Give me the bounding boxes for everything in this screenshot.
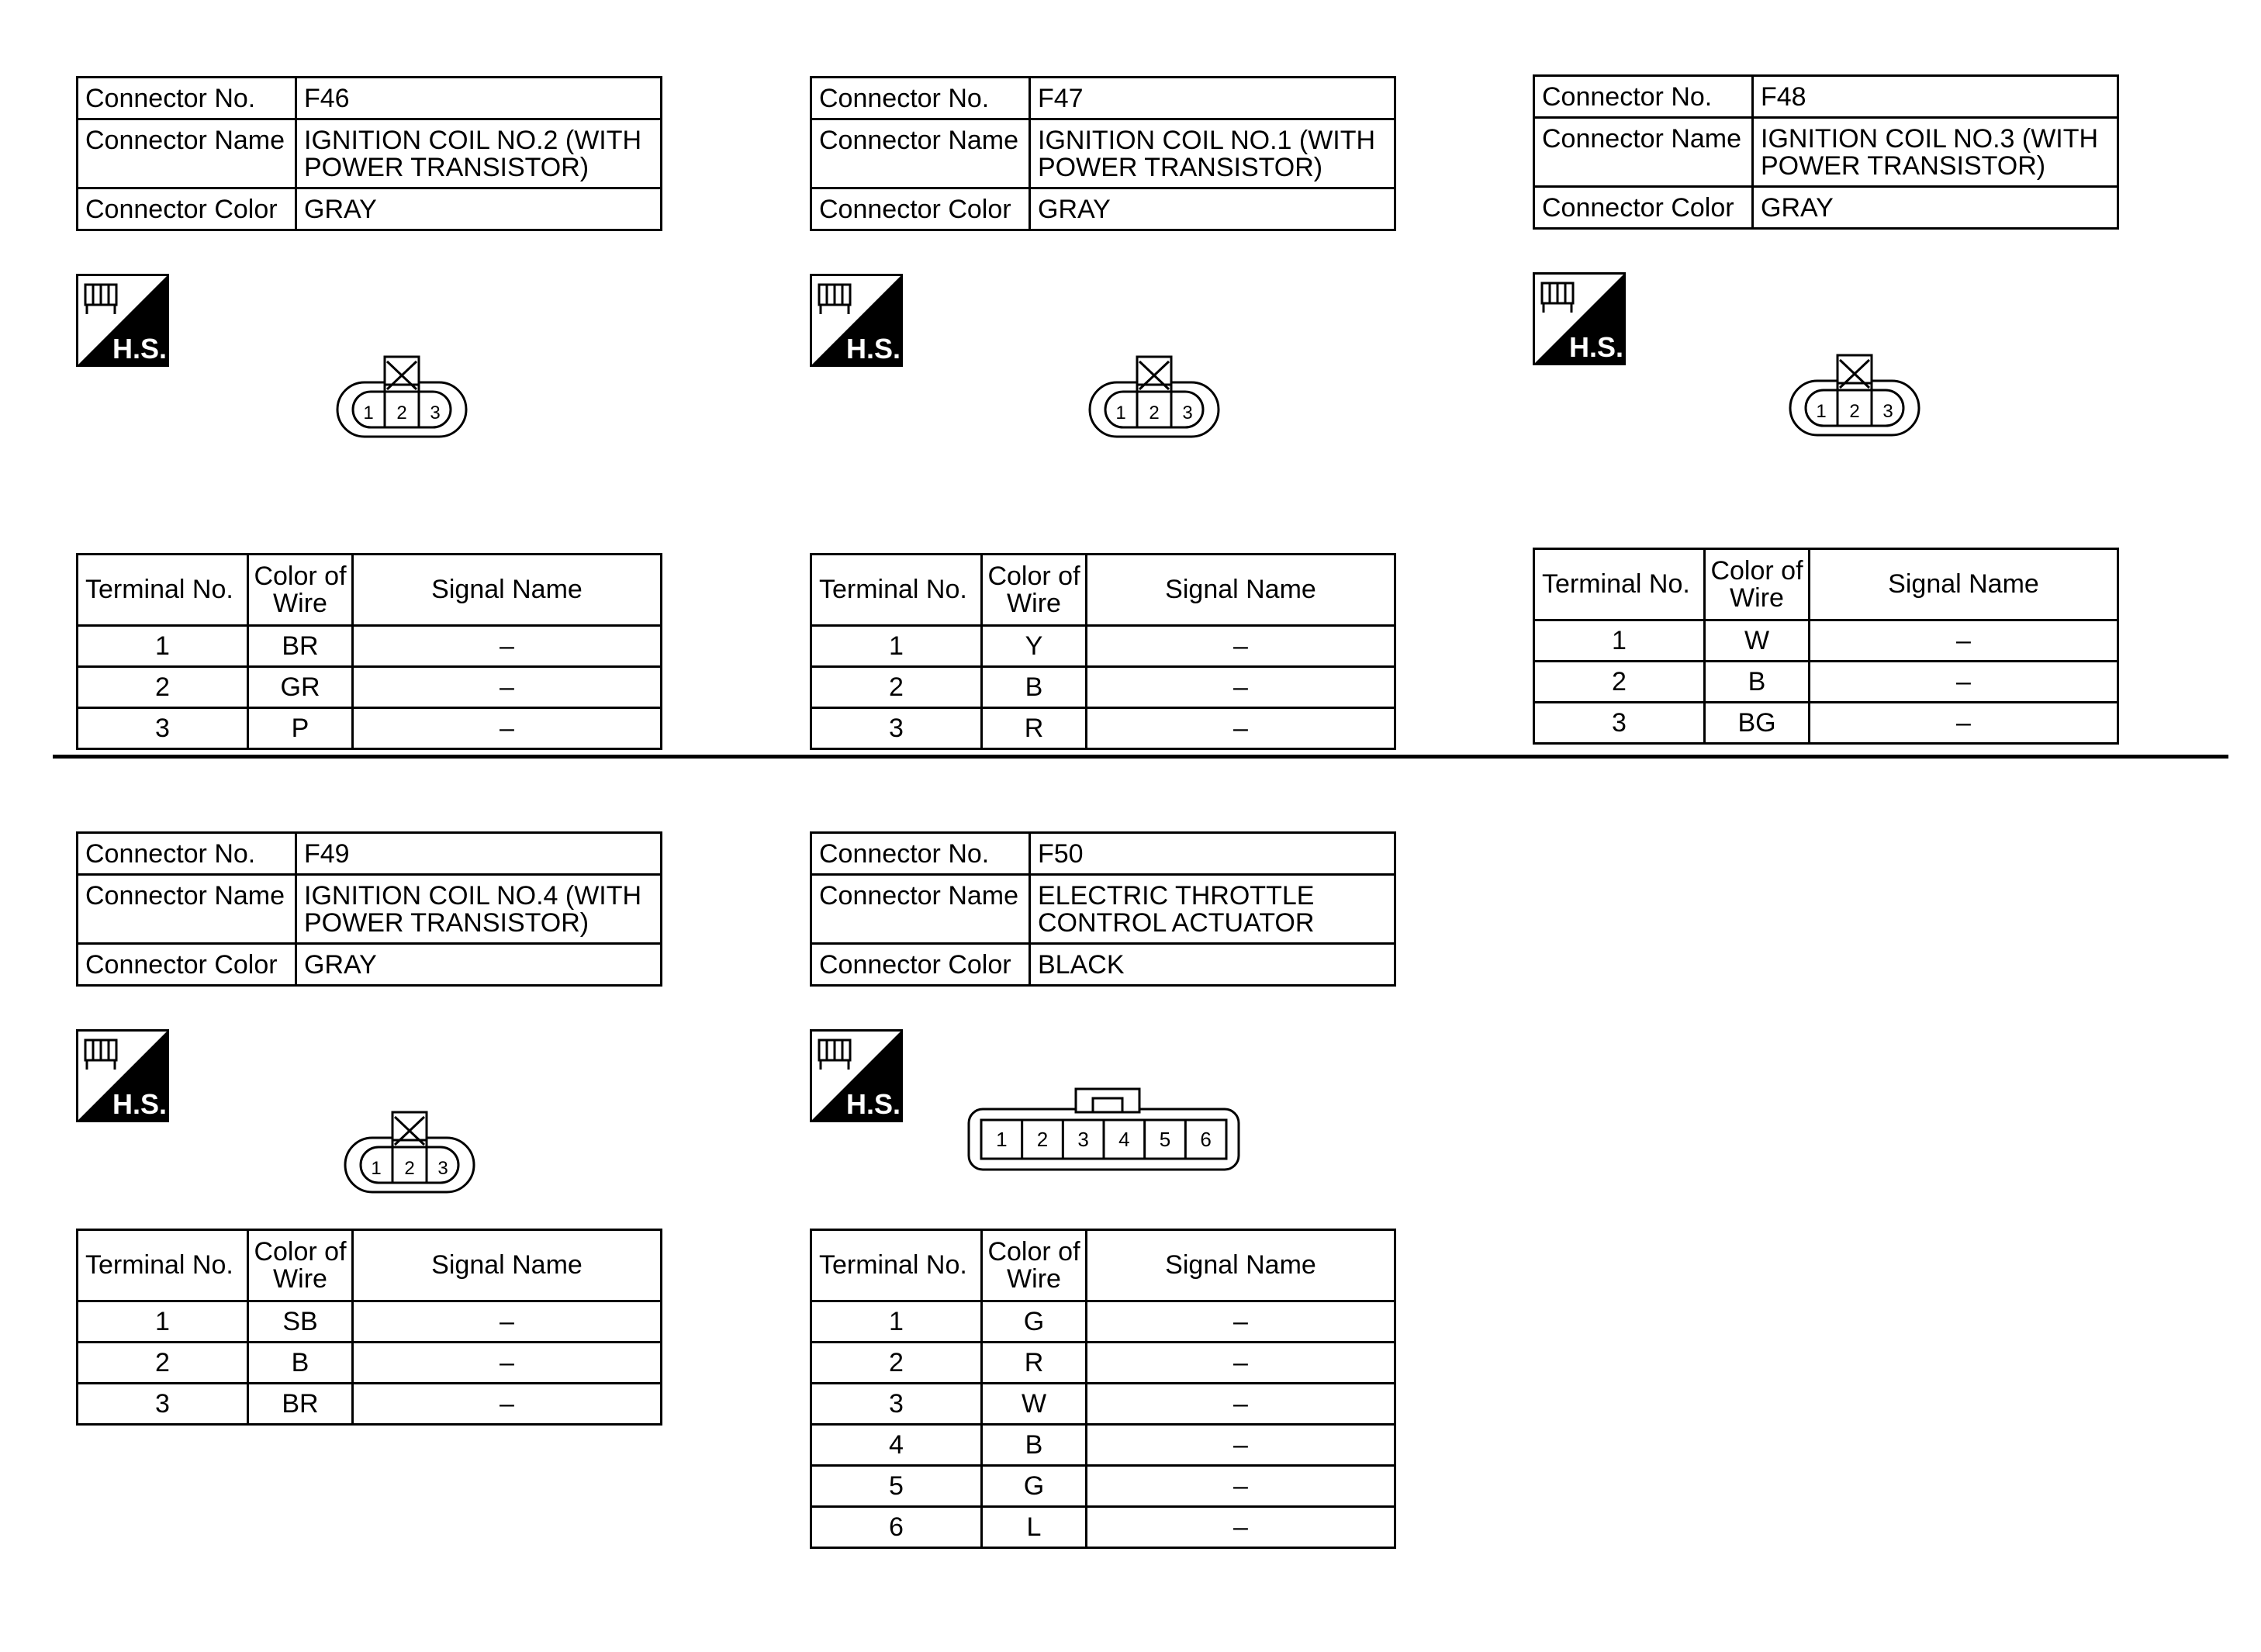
pin-label: 3 (437, 1158, 448, 1179)
connector-number-row (811, 833, 1395, 875)
connector-name-value: IGNITION COIL NO.1 (WITH POWER TRANSISTOR) (1030, 119, 1395, 188)
harness-side-icon (810, 1029, 903, 1122)
terminal-row (811, 1343, 1395, 1384)
terminal-no-header: Terminal No. (811, 1230, 982, 1301)
connector-color-row (78, 188, 662, 230)
connector-block-f50 (810, 831, 1399, 1542)
signal-name: – (1087, 1466, 1395, 1507)
wire-color: G (982, 1301, 1087, 1343)
connector-number-value: F48 (1753, 76, 2118, 118)
terminal-number: 3 (78, 1384, 248, 1425)
terminal-row (811, 1466, 1395, 1507)
pin-label: 3 (1077, 1128, 1089, 1151)
connector-color-value: GRAY (296, 188, 662, 230)
connector-info-table (810, 76, 1396, 231)
pin-label: 2 (1036, 1128, 1049, 1151)
terminal-number: 2 (1534, 662, 1705, 703)
color-of-wire-header-line2: Wire (1007, 588, 1061, 618)
signal-name: – (1087, 1343, 1395, 1384)
connector-info-table (76, 831, 662, 987)
terminal-row (78, 708, 662, 749)
terminal-number: 3 (78, 708, 248, 749)
harness-side-label: H.S. (845, 1088, 901, 1120)
terminal-row (1534, 662, 2118, 703)
color-of-wire-header-line1: Color of (987, 1236, 1080, 1267)
connector-number-label: Connector No. (811, 78, 1030, 119)
color-of-wire-header (982, 1230, 1087, 1301)
connector-face-diagram (1789, 354, 1920, 439)
harness-side-label: H.S. (112, 1088, 168, 1120)
wire-color: SB (248, 1301, 353, 1343)
terminal-number: 2 (811, 1343, 982, 1384)
terminal-number: 1 (78, 1301, 248, 1343)
connector-name-value: IGNITION COIL NO.2 (WITH POWER TRANSISTOR) (296, 119, 662, 188)
connector-color-value: BLACK (1030, 944, 1395, 986)
color-of-wire-header-line2: Wire (1007, 1263, 1061, 1294)
connector-number-label: Connector No. (78, 833, 296, 875)
pin-label: 2 (1849, 401, 1860, 422)
terminal-header-row (811, 1230, 1395, 1301)
wire-color: Y (982, 626, 1087, 667)
terminal-row (1534, 620, 2118, 662)
pin-label: 1 (371, 1158, 382, 1179)
signal-name: – (353, 667, 662, 708)
connector-info-table (810, 831, 1396, 987)
terminal-no-header: Terminal No. (78, 1230, 248, 1301)
connector-number-label: Connector No. (1534, 76, 1753, 118)
terminal-row (78, 1384, 662, 1425)
pin-label: 1 (363, 403, 374, 423)
color-of-wire-header-line1: Color of (254, 561, 347, 591)
connector-number-label: Connector No. (811, 833, 1030, 875)
wire-color: G (982, 1466, 1087, 1507)
terminal-number: 6 (811, 1507, 982, 1548)
connector-number-value: F49 (296, 833, 662, 875)
wire-color: GR (248, 667, 353, 708)
terminal-table (810, 1229, 1396, 1549)
connector-number-row (78, 833, 662, 875)
connector-face-diagram (344, 1111, 475, 1196)
pin-label: 1 (1816, 401, 1827, 422)
color-of-wire-header-line2: Wire (273, 1263, 327, 1294)
pin-label: 2 (404, 1158, 415, 1179)
connector-name-value: ELECTRIC THROTTLE CONTROL ACTUATOR (1030, 875, 1395, 944)
connector-block-f46 (76, 76, 666, 743)
terminal-no-header: Terminal No. (78, 555, 248, 626)
terminal-row (811, 667, 1395, 708)
harness-side-icon (76, 274, 169, 367)
signal-name: – (1810, 662, 2118, 703)
signal-name: – (1087, 1301, 1395, 1343)
color-of-wire-header-line1: Color of (987, 561, 1080, 591)
connector-name-label: Connector Name (78, 875, 296, 944)
terminal-no-header: Terminal No. (1534, 549, 1705, 620)
terminal-number: 1 (811, 1301, 982, 1343)
signal-name: – (353, 1343, 662, 1384)
signal-name-header: Signal Name (1810, 549, 2118, 620)
connector-number-row (811, 78, 1395, 119)
wire-color: B (982, 667, 1087, 708)
signal-name-header: Signal Name (1087, 555, 1395, 626)
terminal-number: 5 (811, 1466, 982, 1507)
connector-number-row (1534, 76, 2118, 118)
signal-name: – (353, 1301, 662, 1343)
connector-name-row (78, 119, 662, 188)
pin-label: 1 (1115, 403, 1126, 423)
signal-name: – (1087, 626, 1395, 667)
harness-side-label: H.S. (1568, 331, 1624, 363)
harness-side-icon (76, 1029, 169, 1122)
terminal-table (1533, 548, 2119, 745)
terminal-row (78, 1301, 662, 1343)
connector-color-label: Connector Color (811, 944, 1030, 986)
terminal-no-header: Terminal No. (811, 555, 982, 626)
terminal-number: 1 (1534, 620, 1705, 662)
color-of-wire-header-line1: Color of (1710, 555, 1803, 586)
connector-block-f48 (1533, 74, 2122, 738)
terminal-number: 3 (811, 1384, 982, 1425)
connector-info-table (76, 76, 662, 231)
connector-face-diagram (336, 355, 468, 441)
connector-name-row (1534, 118, 2118, 187)
connector-color-row (1534, 187, 2118, 229)
connector-block-f49 (76, 831, 666, 1419)
signal-name-header: Signal Name (1087, 1230, 1395, 1301)
terminal-header-row (1534, 549, 2118, 620)
signal-name-header: Signal Name (353, 1230, 662, 1301)
connector-name-value: IGNITION COIL NO.4 (WITH POWER TRANSISTOR) (296, 875, 662, 944)
terminal-number: 1 (78, 626, 248, 667)
signal-name: – (1810, 703, 2118, 744)
connector-number-value: F46 (296, 78, 662, 119)
terminal-row (811, 626, 1395, 667)
connector-color-value: GRAY (296, 944, 662, 986)
terminal-number: 3 (1534, 703, 1705, 744)
wire-color: BG (1705, 703, 1810, 744)
color-of-wire-header (248, 1230, 353, 1301)
pin-label: 2 (396, 403, 407, 423)
wire-color: R (982, 708, 1087, 749)
terminal-number: 4 (811, 1425, 982, 1466)
color-of-wire-header (1705, 549, 1810, 620)
connector-color-label: Connector Color (78, 944, 296, 986)
terminal-header-row (78, 1230, 662, 1301)
color-of-wire-header (248, 555, 353, 626)
terminal-header-row (811, 555, 1395, 626)
terminal-header-row (78, 555, 662, 626)
pin-label: 1 (996, 1128, 1008, 1151)
harness-side-label: H.S. (112, 333, 168, 365)
connector-name-label: Connector Name (811, 119, 1030, 188)
section-divider (53, 755, 2228, 759)
connector-color-row (811, 944, 1395, 986)
connector-name-label: Connector Name (78, 119, 296, 188)
wire-color: B (248, 1343, 353, 1384)
connector-color-label: Connector Color (1534, 187, 1753, 229)
terminal-row (811, 1384, 1395, 1425)
connector-info-table (1533, 74, 2119, 230)
wire-color: L (982, 1507, 1087, 1548)
connector-face-diagram (1088, 355, 1220, 441)
connector-color-value: GRAY (1753, 187, 2118, 229)
connector-face-diagram (967, 1087, 1240, 1173)
terminal-row (811, 1425, 1395, 1466)
color-of-wire-header-line1: Color of (254, 1236, 347, 1267)
pin-label: 2 (1149, 403, 1160, 423)
harness-side-icon (1533, 272, 1626, 365)
connector-number-row (78, 78, 662, 119)
signal-name: – (353, 626, 662, 667)
harness-side-icon (810, 274, 903, 367)
connector-color-row (811, 188, 1395, 230)
connector-color-row (78, 944, 662, 986)
connector-name-row (78, 875, 662, 944)
terminal-row (811, 1507, 1395, 1548)
pin-label: 3 (430, 403, 441, 423)
signal-name: – (1087, 708, 1395, 749)
terminal-row (78, 1343, 662, 1384)
connector-name-row (811, 119, 1395, 188)
terminal-number: 2 (811, 667, 982, 708)
signal-name: – (1087, 667, 1395, 708)
connector-block-f47 (810, 76, 1399, 743)
connector-number-value: F50 (1030, 833, 1395, 875)
wire-color: BR (248, 626, 353, 667)
terminal-number: 1 (811, 626, 982, 667)
connector-color-label: Connector Color (78, 188, 296, 230)
signal-name-header: Signal Name (353, 555, 662, 626)
pin-label: 3 (1882, 401, 1893, 422)
color-of-wire-header-line2: Wire (273, 588, 327, 618)
connector-name-row (811, 875, 1395, 944)
pin-label: 5 (1159, 1128, 1171, 1151)
signal-name: – (1087, 1384, 1395, 1425)
terminal-row (78, 667, 662, 708)
pin-label: 3 (1182, 403, 1193, 423)
signal-name: – (1087, 1425, 1395, 1466)
wire-color: B (982, 1425, 1087, 1466)
harness-side-label: H.S. (845, 333, 901, 365)
connector-color-value: GRAY (1030, 188, 1395, 230)
color-of-wire-header-line2: Wire (1730, 582, 1784, 613)
terminal-number: 3 (811, 708, 982, 749)
terminal-number: 2 (78, 667, 248, 708)
connector-color-label: Connector Color (811, 188, 1030, 230)
connector-name-label: Connector Name (811, 875, 1030, 944)
connector-name-label: Connector Name (1534, 118, 1753, 187)
connector-number-value: F47 (1030, 78, 1395, 119)
connector-name-value: IGNITION COIL NO.3 (WITH POWER TRANSISTOR) (1753, 118, 2118, 187)
terminal-table (76, 1229, 662, 1426)
wire-color: BR (248, 1384, 353, 1425)
terminal-table (76, 553, 662, 750)
terminal-row (78, 626, 662, 667)
wire-color: B (1705, 662, 1810, 703)
wire-color: W (1705, 620, 1810, 662)
signal-name: – (1810, 620, 2118, 662)
wire-color: R (982, 1343, 1087, 1384)
pin-label: 6 (1200, 1128, 1212, 1151)
terminal-number: 2 (78, 1343, 248, 1384)
wire-color: P (248, 708, 353, 749)
terminal-table (810, 553, 1396, 750)
pin-label: 4 (1118, 1128, 1130, 1151)
signal-name: – (353, 708, 662, 749)
signal-name: – (1087, 1507, 1395, 1548)
terminal-row (811, 708, 1395, 749)
signal-name: – (353, 1384, 662, 1425)
terminal-row (811, 1301, 1395, 1343)
color-of-wire-header (982, 555, 1087, 626)
connector-number-label: Connector No. (78, 78, 296, 119)
wire-color: W (982, 1384, 1087, 1425)
terminal-row (1534, 703, 2118, 744)
